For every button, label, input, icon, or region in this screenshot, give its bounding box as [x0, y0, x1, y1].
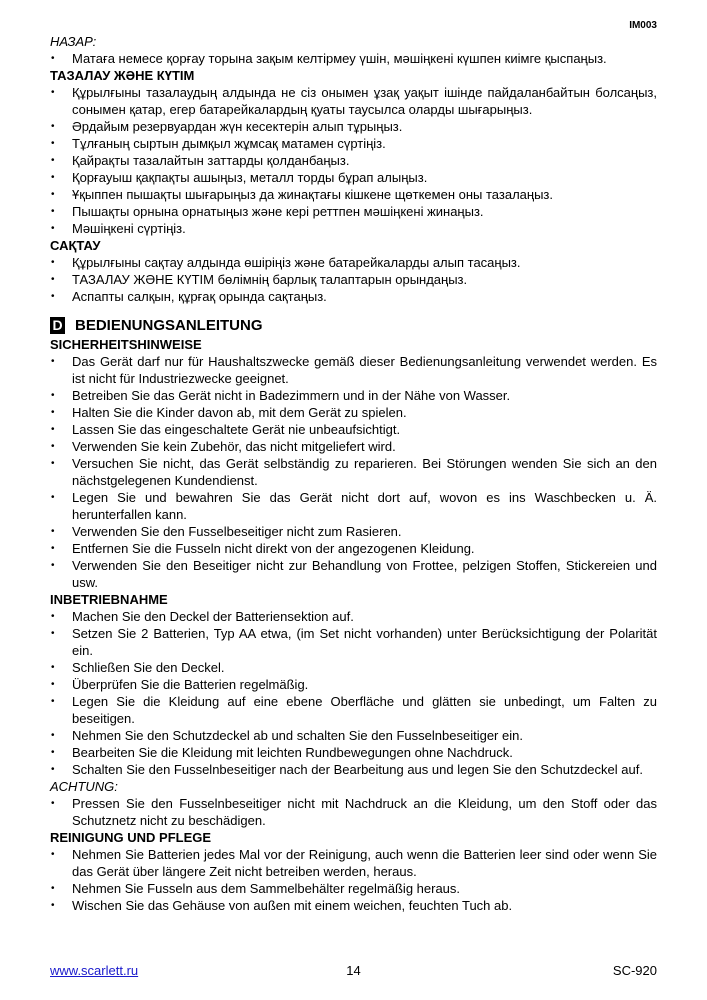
list-item: • Lassen Sie das eingeschaltete Gerät nie unbeaufsichtigt. — [50, 421, 657, 438]
de-cleaning-list — [50, 846, 657, 914]
de-startup-list — [50, 608, 657, 778]
list-item: • Матаға немесе қорғау торына зақым келтірмеу үшін, мәшіңкені күшпен киімге қыспаңыз. — [50, 50, 657, 67]
list-item: • Verwenden Sie den Fusselbeseitiger nicht zum Rasieren. — [50, 523, 657, 540]
kz-storage-list — [50, 254, 657, 305]
list-item: • Überprüfen Sie die Batterien regelmäßig. — [50, 676, 657, 693]
page-number: 14 — [346, 963, 361, 978]
page-footer — [50, 963, 657, 978]
list-item: • Das Gerät darf nur für Haushaltszwecke gemäß dieser Bedienungsanleitung verwendet werden. Es ist nicht für Industriezwecke geeignet. — [50, 353, 657, 387]
language-section-header — [50, 317, 657, 334]
list-item: • Legen Sie und bewahren Sie das Gerät nicht dort auf, wovon es ins Waschbecken u. Ä. herunterfallen kann. — [50, 489, 657, 523]
list-item: • Schließen Sie den Deckel. — [50, 659, 657, 676]
list-item: • Halten Sie die Kinder davon ab, mit dem Gerät zu spielen. — [50, 404, 657, 421]
model-number: SC-920 — [612, 963, 657, 978]
list-item: • Betreiben Sie das Gerät nicht in Badezimmern und in der Nähe von Wasser. — [50, 387, 657, 404]
list-item: • Schalten Sie den Fusselnbeseitiger nach der Bearbeitung aus und legen Sie den Schutzdeckel auf. — [50, 761, 657, 778]
manual-content — [50, 33, 657, 914]
list-item: • Тұлғаның сыртын дымқыл жұмсақ матамен сүртіңіз. — [50, 135, 657, 152]
list-item: • Versuchen Sie nicht, das Gerät selbständig zu reparieren. Bei Störungen wenden Sie sich an den nächstgelegenen Kundendienst. — [50, 455, 657, 489]
list-item: • Bearbeiten Sie die Kleidung mit leichten Rundbewegungen ohne Nachdruck. — [50, 744, 657, 761]
list-item: • Nehmen Sie Batterien jedes Mal vor der Reinigung, auch wenn die Batterien leer sind oder wenn Sie das Gerät über längere Zeit nicht betreiben werden, heraus. — [50, 846, 657, 880]
list-item: • Setzen Sie 2 Batterien, Typ AA etwa, (im Set nicht vorhanden) unter Berücksichtigung der Polarität ein. — [50, 625, 657, 659]
de-startup-title: INBETRIEBNAHME — [50, 592, 168, 607]
kz-warning-title: НАЗАР: — [50, 34, 97, 49]
list-item: • Legen Sie die Kleidung auf eine ebene Oberfläche und glätten sie unbedingt, um Falten zu beseitigen. — [50, 693, 657, 727]
website-link[interactable]: www.scarlett.ru — [50, 963, 139, 978]
model-code: IM003 — [629, 20, 657, 31]
list-item: • Machen Sie den Deckel der Batteriensektion auf. — [50, 608, 657, 625]
list-item: • Nehmen Sie den Schutzdeckel ab und schalten Sie den Fusselnbeseitiger ein. — [50, 727, 657, 744]
de-attention-list — [50, 795, 657, 829]
de-safety-title: SICHERHEITSHINWEISE — [50, 337, 202, 352]
list-item: • Ұқыппен пышақты шығарыңыз да жинақтағы кішкене щөткемен оны тазалаңыз. — [50, 186, 657, 203]
section-title: BEDIENUNGSANLEITUNG — [75, 317, 263, 334]
language-badge: D — [50, 317, 65, 334]
de-safety-list — [50, 353, 657, 591]
list-item: • Nehmen Sie Fusseln aus dem Sammelbehälter regelmäßig heraus. — [50, 880, 657, 897]
list-item: • Әрдайым резервуардан жүн кесектерін алып тұрыңыз. — [50, 118, 657, 135]
kz-cleaning-title: ТАЗАЛАУ ЖӘНЕ КҮТІМ — [50, 68, 195, 83]
list-item: • Қорғауыш қақпақты ашыңыз, металл торды бұрап алыңыз. — [50, 169, 657, 186]
de-cleaning-title: REINIGUNG UND PFLEGE — [50, 830, 212, 845]
list-item: • Құрылғыны сақтау алдында өшіріңіз және батарейкаларды алып тасаңыз. — [50, 254, 657, 271]
list-item: • Wischen Sie das Gehäuse von außen mit einem weichen, feuchten Tuch ab. — [50, 897, 657, 914]
list-item: • ТАЗАЛАУ ЖӘНЕ КҮТІМ бөлімнің барлық талаптарын орындаңыз. — [50, 271, 657, 288]
list-item: • Verwenden Sie den Beseitiger nicht zur Behandlung von Frottee, pelzigen Stoffen, Stickereien und usw. — [50, 557, 657, 591]
list-item: • Verwenden Sie kein Zubehör, das nicht mitgeliefert wird. — [50, 438, 657, 455]
kz-storage-title: САҚТАУ — [50, 238, 101, 253]
list-item: • Қайрақты тазалайтын заттарды қолданбаңыз. — [50, 152, 657, 169]
de-attention-title: ACHTUNG: — [50, 779, 118, 794]
list-item: • Мәшіңкені сүртіңіз. — [50, 220, 657, 237]
list-item: • Entfernen Sie die Fusseln nicht direkt von der angezogenen Kleidung. — [50, 540, 657, 557]
kz-cleaning-list — [50, 84, 657, 237]
list-item: • Құрылғыны тазалаудың алдында не сіз онымен ұзақ уақыт ішінде пайдаланбайтын болсаңыз, сонымен қатар, егер батарейкалардың қуаты таусылса оларды шығарыңыз. — [50, 84, 657, 118]
kz-warning-list — [50, 50, 657, 67]
list-item: • Pressen Sie den Fusselnbeseitiger nicht mit Nachdruck an die Kleidung, um den Stoff oder das Schutznetz nicht zu beschädigen. — [50, 795, 657, 829]
list-item: • Пышақты орнына орнатыңыз және кері реттпен мәшіңкені жинаңыз. — [50, 203, 657, 220]
list-item: • Аспапты салқын, құрғақ орында сақтаңыз. — [50, 288, 657, 305]
